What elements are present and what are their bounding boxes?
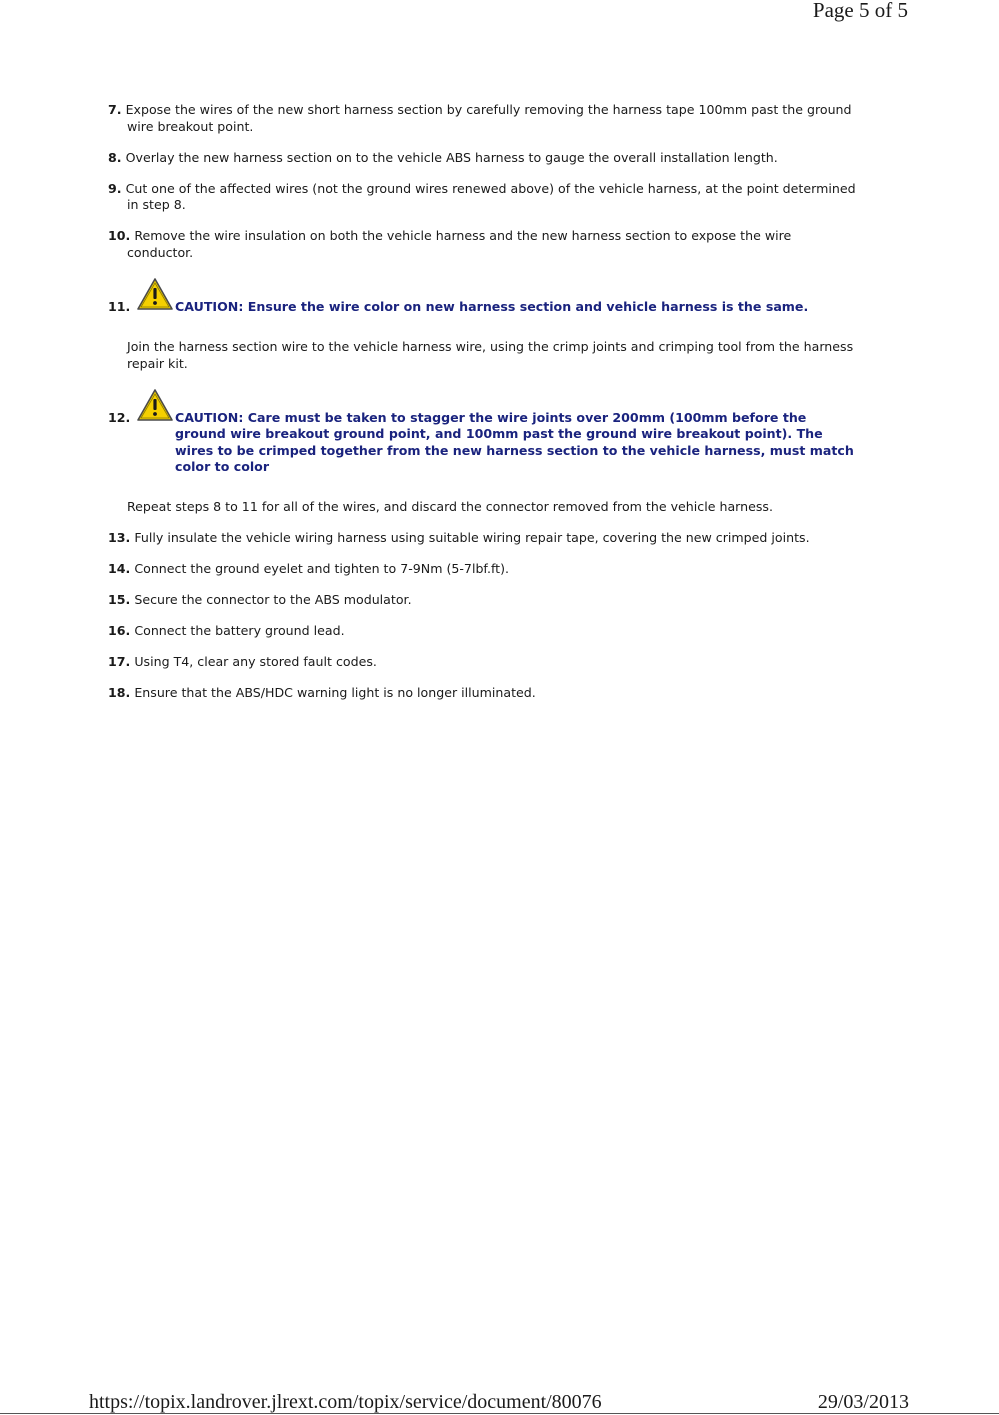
step-text: Ensure that the ABS/HDC warning light is no longer illuminated. — [134, 684, 536, 700]
step-number: 18. — [108, 684, 131, 700]
step-15 — [108, 592, 860, 609]
step-number: 8. — [108, 149, 122, 165]
step-number: 14. — [108, 560, 131, 576]
step-number: 13. — [108, 529, 131, 545]
caution-text: CAUTION: Ensure the wire color on new harness section and vehicle harness is the same. — [175, 298, 809, 314]
step-number: 11. — [108, 298, 131, 314]
page-number: Page 5 of 5 — [812, 0, 908, 22]
step-text: Fully insulate the vehicle wiring harness using suitable wiring repair tape, covering the new crimped joints. — [134, 529, 810, 545]
step-text: Cut one of the affected wires (not the ground wires renewed above) of the vehicle harness, at the point determined in step 8. — [125, 180, 856, 212]
step-text: Secure the connector to the ABS modulator. — [134, 591, 412, 607]
step-8 — [108, 150, 860, 167]
step-14 — [108, 561, 860, 578]
warning-triangle-icon — [136, 388, 174, 422]
step-11-instruction: Join the harness section wire to the vehicle harness wire, using the crimp joints and crimping tool from the harness repair kit. — [127, 339, 854, 371]
step-number: 17. — [108, 653, 131, 669]
footer-url: https://topix.landrover.jlrext.com/topix/service/document/80076 — [89, 1391, 602, 1413]
step-13 — [108, 530, 860, 547]
step-18 — [108, 685, 860, 702]
footer-divider — [0, 1413, 999, 1414]
step-number: 10. — [108, 228, 131, 243]
step-17 — [108, 654, 860, 671]
step-number: 12. — [108, 409, 131, 425]
step-text: Connect the battery ground lead. — [134, 622, 345, 638]
step-12-instruction: Repeat steps 8 to 11 for all of the wires, and discard the connector removed from the vehicle harness. — [127, 498, 773, 514]
step-number: 16. — [108, 622, 131, 638]
step-7 — [108, 102, 860, 135]
caution-text: CAUTION: Care must be taken to stagger the wire joints over 200mm (100mm before the ground wire breakout ground point, and 100mm past the ground wire breakout point). The wires to be crimped together from the new harness section to the vehicle harness, must match color to color — [175, 409, 854, 474]
step-12 — [108, 410, 860, 476]
step-text: Overlay the new harness section on to the vehicle ABS harness to gauge the overall installation length. — [125, 149, 778, 165]
procedure-content — [108, 102, 860, 716]
step-text: Expose the wires of the new short harness section by carefully removing the harness tape 100mm past the ground wire breakout point. — [125, 102, 852, 134]
step-number: 15. — [108, 591, 131, 607]
warning-triangle-icon — [136, 277, 174, 311]
step-number: 9. — [108, 180, 122, 196]
step-text: Using T4, clear any stored fault codes. — [134, 653, 377, 669]
step-10 — [108, 228, 860, 261]
step-16 — [108, 623, 860, 640]
step-11 — [108, 299, 860, 316]
step-9 — [108, 181, 860, 214]
step-text: Remove the wire insulation on both the vehicle harness and the new harness section to expose the wire conductor. — [127, 228, 792, 260]
footer-date: 29/03/2013 — [817, 1391, 909, 1413]
step-text: Connect the ground eyelet and tighten to 7-9Nm (5-7lbf.ft). — [134, 560, 510, 576]
step-number: 7. — [108, 102, 122, 117]
